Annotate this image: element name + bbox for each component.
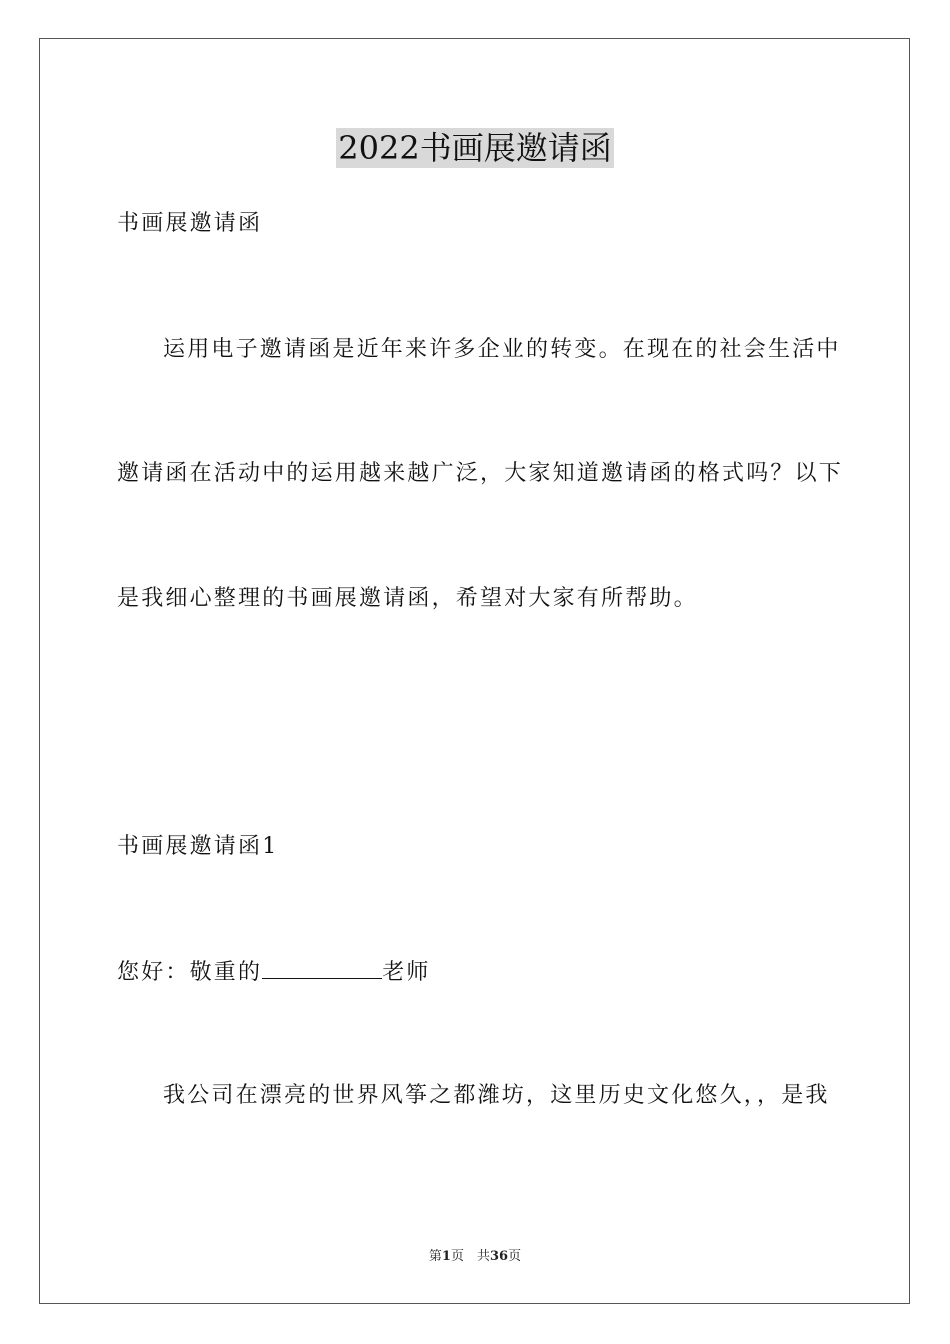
document-subtitle: 书画展邀请函 — [117, 211, 263, 236]
document-title: 2022书画展邀请函 — [338, 129, 612, 167]
footer-total-pages: 36 — [489, 1249, 509, 1264]
section-heading: 书画展邀请函1 — [117, 834, 279, 859]
greeting-suffix: 老师 — [382, 960, 431, 985]
greeting-line — [117, 956, 431, 988]
intro-line-3: 是我细心整理的书画展邀请函，希望对大家有所帮助。 — [117, 586, 698, 611]
name-blank — [262, 956, 382, 979]
greeting-prefix: 您好：敬重的 — [117, 960, 263, 985]
intro-line-1: 运用电子邀请函是近年来许多企业的转变。在现在的社会生活中 — [163, 337, 841, 362]
footer-mid: 页 共 — [450, 1249, 490, 1264]
intro-line-2: 邀请函在活动中的运用越来越广泛，大家知道邀请函的格式吗？以下 — [117, 461, 844, 486]
title-container — [0, 128, 950, 168]
page-footer — [0, 1248, 950, 1266]
body-line: 我公司在漂亮的世界风筝之都潍坊，这里历史文化悠久，，是我 — [163, 1083, 830, 1108]
footer-page-number: 1 — [441, 1249, 451, 1264]
footer-post: 页 — [508, 1249, 522, 1264]
footer-pre: 第 — [428, 1249, 442, 1264]
